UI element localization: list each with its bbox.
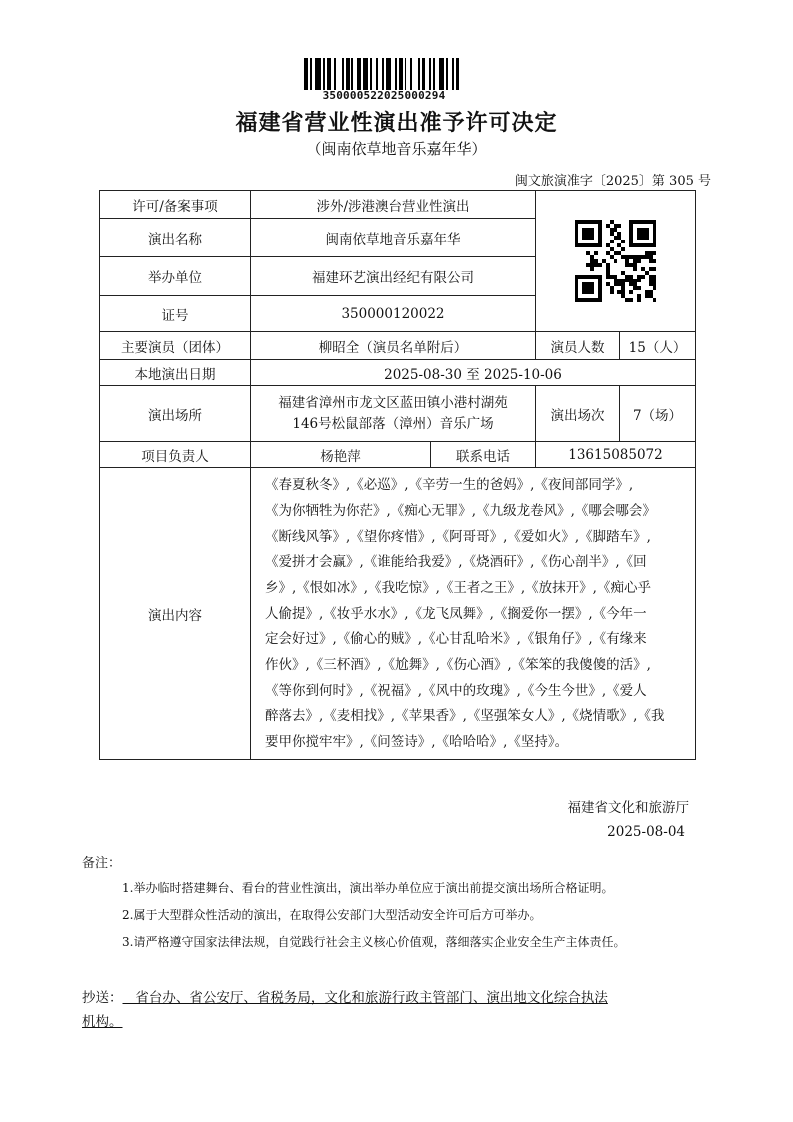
cert-no-label: 证号: [100, 296, 251, 332]
content-label: 演出内容: [100, 468, 251, 760]
content-line: 醉落去》,《麦相找》,《苹果香》,《坚强笨女人》,《烧情歌》,《我: [265, 708, 665, 725]
content-line: 《等你到何时》,《祝福》,《风中的玫瑰》,《今生今世》,《爱人: [265, 682, 647, 699]
manager-label: 项目负责人: [100, 442, 251, 468]
table-row: [100, 386, 696, 442]
manager-name: 杨艳萍: [251, 442, 431, 468]
phone-value: 13615085072: [536, 442, 696, 468]
permit-item-label: 许可/备案事项: [100, 191, 251, 219]
content-value: [251, 468, 696, 760]
content-line: 《断线风筝》,《望你疼惜》,《阿哥哥》,《爱如火》,《脚踏车》,: [265, 528, 651, 545]
document-number: 闽文旅演准字〔2025〕第 305 号: [514, 174, 711, 189]
content-line: 《春夏秋冬》,《必巡》,《辛劳一生的爸妈》,《夜间部同学》,: [265, 477, 634, 494]
qr-code-cell: [536, 191, 696, 332]
show-name-value: 闽南依草地音乐嘉年华: [251, 219, 536, 257]
content-line: 人偷提》,《妆乎水水》,《龙飞凤舞》,《搁爱你一摆》,《今年一: [265, 605, 647, 622]
document-title: 福建省营业性演出准予许可决定: [235, 111, 558, 136]
document-subtitle: （闽南依草地音乐嘉年华）: [306, 140, 487, 158]
phone-label: 联系电话: [431, 442, 536, 468]
venue-line-2: 146号松鼠部落（漳州）音乐广场: [292, 415, 494, 432]
main-performer-label: 主要演员（团体）: [100, 332, 251, 360]
remark-item: 3.请严格遵守国家法律法规，自觉践行社会主义核心价值观，落细落实企业安全生产主体责任。: [122, 935, 626, 949]
organizer-label: 举办单位: [100, 257, 251, 296]
content-line: 《爱拼才会赢》,《谁能给我爱》,《烧酒矸》,《伤心剖半》,《回: [265, 554, 647, 571]
qr-module: [653, 298, 657, 302]
copy-to-text: 省台办、省公安厅、省税务局，文化和旅游行政主管部门、演出地文化综合执法: [122, 990, 608, 1006]
table-row: [100, 360, 696, 386]
barcode-number: 350000522025000294: [322, 89, 446, 102]
copy-to: [82, 986, 712, 1034]
permit-table: [99, 190, 696, 760]
table-row: [100, 468, 696, 760]
organizer-value: 福建环艺演出经纪有限公司: [251, 257, 536, 296]
barcode-bar: [459, 58, 463, 90]
copy-to-text-cont: 机构。: [82, 1014, 123, 1030]
table-row: [100, 191, 696, 219]
remark-item: 2.属于大型群众性活动的演出，在取得公安部门大型活动安全许可后方可举办。: [122, 908, 542, 922]
permit-item-value: 涉外/涉港澳台营业性演出: [251, 191, 536, 219]
qr-code: [575, 220, 657, 302]
venue-label: 演出场所: [100, 386, 251, 442]
main-performer-value: 柳昭全（演员名单附后）: [251, 332, 536, 360]
show-name-label: 演出名称: [100, 219, 251, 257]
venue-value: [251, 386, 536, 442]
content-line: 要甲你搅牢牢》,《问签诗》,《哈哈哈》,《坚持》。: [265, 734, 569, 751]
table-row: [100, 332, 696, 360]
dates-value: 2025-08-30 至 2025-10-06: [251, 360, 696, 386]
content-line: 定会好过》,《偷心的贼》,《心甘乱哈米》,《银角仔》,《有缘来: [265, 631, 647, 648]
cert-no-value: 350000120022: [251, 296, 536, 332]
content-line: 《为你牺牲为你茫》,《痴心无罪》,《九级龙卷风》,《哪会哪会》: [265, 502, 656, 519]
performer-count-label: 演员人数: [536, 332, 620, 360]
issuing-authority: 福建省文化和旅游厅: [567, 800, 689, 816]
copy-to-label: 抄送：: [82, 990, 123, 1006]
issue-date: 2025-08-04: [607, 824, 685, 840]
dates-label: 本地演出日期: [100, 360, 251, 386]
sessions-value: 7（场）: [620, 386, 696, 442]
sessions-label: 演出场次: [536, 386, 620, 442]
barcode: [304, 58, 464, 90]
performer-count-value: 15（人）: [620, 332, 696, 360]
content-line: 乡》,《恨如冰》,《我吃惊》,《王者之王》,《放抹开》,《痴心乎: [265, 579, 651, 596]
venue-line-1: 福建省漳州市龙文区蓝田镇小港村湖苑: [278, 394, 508, 411]
remark-item: 1.举办临时搭建舞台、看台的营业性演出，演出举办单位应于演出前提交演出场所合格证明。: [122, 881, 614, 895]
content-line: 作伙》,《三杯酒》,《尬舞》,《伤心酒》,《笨笨的我傻傻的活》,: [265, 657, 651, 674]
remarks-title: 备注：: [82, 856, 122, 871]
table-row: [100, 442, 696, 468]
